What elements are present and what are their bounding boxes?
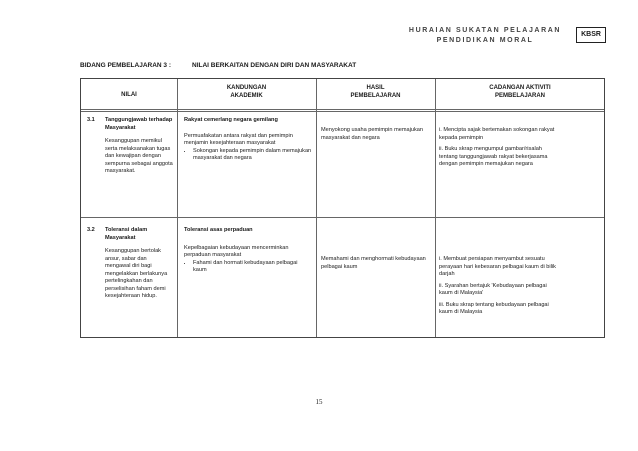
nilai-description: Kesanggupan bertolak ansur, sabar dan mengawal diri bagi mengelakkan berlakunya pertelingkahan dan perselisihan faham demi kesejahteraan hidup.: [105, 248, 168, 299]
row-number: 3.2: [87, 227, 95, 233]
col-header-kandungan-line1: KANDUNGAN: [226, 85, 267, 91]
kandungan-bullet: • Sokongan kepada pemimpin dalam memajukan masyarakat dan negara: [193, 148, 312, 163]
cadangan-item: ii. Buku skrap mengumpul gambar/risalah tentang tanggungjawab rakyat bekerjasama dengan pemimpin memajukan negara: [439, 146, 548, 167]
col-header-cadangan: [435, 84, 605, 100]
page-number: 15: [315, 398, 323, 406]
column-divider: [177, 79, 178, 337]
col-header-nilai: NILAI: [121, 92, 137, 98]
cadangan-cell: [439, 256, 559, 321]
kandungan-description: Permuafakatan antara rakyat dan pemimpin menjamin kesejahteraan masyarakat: [184, 132, 293, 146]
nilai-title: Tanggungjawab terhadap Masyarakat: [105, 117, 173, 131]
col-header-kandungan: [177, 84, 316, 100]
cadangan-item: i. Mencipta sajak bertemakan sokongan rakyat kepada pemimpin: [439, 127, 555, 141]
cadangan-item: iii. Buku skrap tentang kebudayaan pelbagai kaum di Malaysia: [439, 301, 549, 315]
cadangan-cell: [439, 127, 559, 173]
syllabus-table: [80, 78, 605, 338]
nilai-title: Toleransi dalam Masyarakat: [105, 227, 148, 241]
kandungan-title: Toleransi asas perpaduan: [184, 227, 253, 233]
row-divider: [81, 217, 604, 218]
kandungan-cell: [184, 117, 312, 163]
bidang-value: NILAI BERKAITAN DENGAN DIRI DAN MASYARAKAT: [192, 62, 357, 69]
hasil-cell: Menyokong usaha pemimpin memajukan masyarakat dan negara: [321, 127, 423, 141]
header-line-2: PENDIDIKAN MORAL: [436, 37, 534, 44]
col-header-hasil-line2: PEMBELAJARAN: [350, 93, 401, 99]
kandungan-bullets: [184, 260, 312, 275]
cadangan-item: ii. Syarahan bertajuk 'Kebudayaan pelbagai kaum di Malaysia': [439, 282, 547, 296]
kandungan-description: Kepelbagaian kebudayaan mencerminkan perpaduan masyarakat: [184, 244, 289, 258]
col-header-hasil-line1: HASIL: [366, 85, 385, 91]
document-header-title: [400, 26, 570, 46]
nilai-cell: [105, 117, 173, 176]
kandungan-bullet: • Fahami dan hormati kebudayaan pelbagai kaum: [193, 260, 312, 275]
col-header-cadangan-line2: PEMBELAJARAN: [494, 93, 545, 99]
kandungan-cell: [184, 227, 312, 275]
column-divider: [316, 79, 317, 337]
kandungan-bullets: [184, 148, 312, 163]
column-divider: [435, 79, 436, 337]
header-line-1: HURAIAN SUKATAN PELAJARAN: [408, 27, 562, 34]
bidang-label: BIDANG PEMBELAJARAN 3 :: [80, 62, 172, 69]
nilai-cell: [105, 227, 173, 301]
kbsr-badge: KBSR: [576, 27, 606, 43]
col-header-cadangan-line1: CADANGAN AKTIVITI: [489, 85, 551, 91]
row-number: 3.1: [87, 117, 95, 123]
col-header-kandungan-line2: AKADEMIK: [230, 93, 263, 99]
col-header-hasil: [316, 84, 435, 100]
cadangan-item: i. Membuat persiapan menyambut sesuatu perayaan hari kebesaran pelbagai kaum di bilik darjah: [439, 256, 556, 277]
kandungan-title: Rakyat cemerlang negara gemilang: [184, 117, 278, 123]
hasil-cell: Memahami dan menghormati kebudayaan pelbagai kaum: [321, 256, 426, 270]
nilai-description: Kesanggupan memikul serta melaksanakan tugas dan kewajipan dengan sempurna sebagai anggota masyarakat.: [105, 138, 173, 174]
header-divider: [81, 109, 604, 112]
